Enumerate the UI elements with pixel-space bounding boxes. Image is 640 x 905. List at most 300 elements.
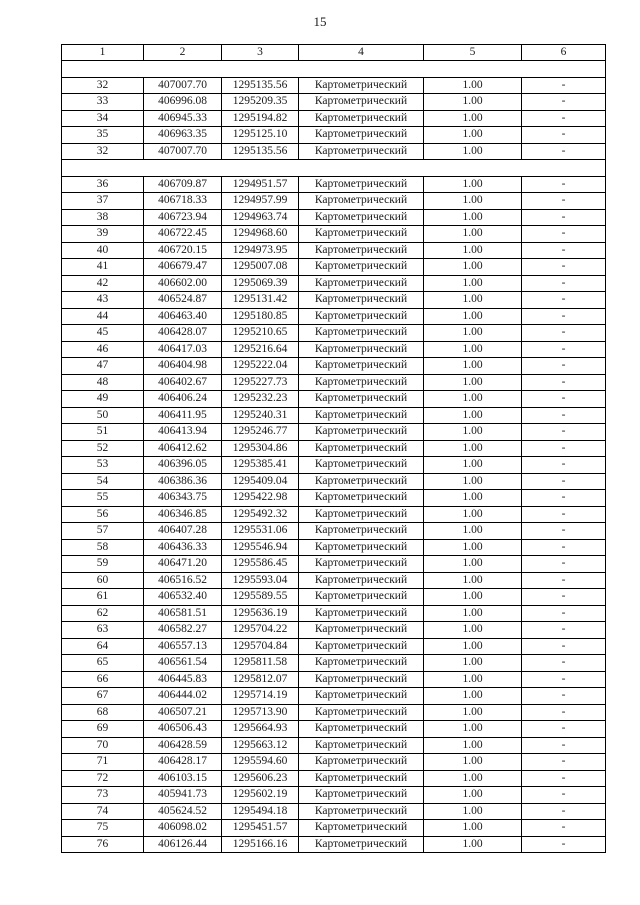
header-cell: 5 xyxy=(424,45,522,61)
header-cell: 1 xyxy=(62,45,144,61)
note-cell: - xyxy=(522,457,606,474)
note-cell: - xyxy=(522,391,606,408)
table-row xyxy=(62,638,606,655)
x-coordinate-cell: 406557.13 xyxy=(144,638,222,655)
x-coordinate-cell: 406996.08 xyxy=(144,94,222,111)
table-row xyxy=(62,424,606,441)
table-row xyxy=(62,770,606,787)
table-row xyxy=(62,308,606,325)
x-coordinate-cell: 406406.24 xyxy=(144,391,222,408)
y-coordinate-cell: 1295531.06 xyxy=(222,523,299,540)
table-separator-row xyxy=(62,160,606,177)
point-number-cell: 35 xyxy=(62,127,144,144)
x-coordinate-cell: 406343.75 xyxy=(144,490,222,507)
note-cell: - xyxy=(522,193,606,210)
table-row xyxy=(62,94,606,111)
note-cell: - xyxy=(522,292,606,309)
y-coordinate-cell: 1295232.23 xyxy=(222,391,299,408)
y-coordinate-cell: 1295492.32 xyxy=(222,506,299,523)
table-separator-row xyxy=(62,61,606,78)
point-number-cell: 32 xyxy=(62,77,144,94)
header-cell: 3 xyxy=(222,45,299,61)
table-row xyxy=(62,671,606,688)
point-number-cell: 62 xyxy=(62,605,144,622)
note-cell: - xyxy=(522,820,606,837)
table-row xyxy=(62,292,606,309)
method-cell: Картометрический xyxy=(299,787,424,804)
note-cell: - xyxy=(522,737,606,754)
point-number-cell: 50 xyxy=(62,407,144,424)
note-cell: - xyxy=(522,572,606,589)
point-number-cell: 42 xyxy=(62,275,144,292)
table-row xyxy=(62,440,606,457)
y-coordinate-cell: 1294968.60 xyxy=(222,226,299,243)
note-cell: - xyxy=(522,77,606,94)
note-cell: - xyxy=(522,341,606,358)
method-cell: Картометрический xyxy=(299,193,424,210)
accuracy-cell: 1.00 xyxy=(424,539,522,556)
accuracy-cell: 1.00 xyxy=(424,374,522,391)
note-cell: - xyxy=(522,721,606,738)
y-coordinate-cell: 1295546.94 xyxy=(222,539,299,556)
table-row xyxy=(62,704,606,721)
note-cell: - xyxy=(522,803,606,820)
table-row xyxy=(62,176,606,193)
y-coordinate-cell: 1295586.45 xyxy=(222,556,299,573)
table-row xyxy=(62,506,606,523)
note-cell: - xyxy=(522,473,606,490)
table-row xyxy=(62,259,606,276)
note-cell: - xyxy=(522,556,606,573)
accuracy-cell: 1.00 xyxy=(424,407,522,424)
y-coordinate-cell: 1295664.93 xyxy=(222,721,299,738)
y-coordinate-cell: 1295007.08 xyxy=(222,259,299,276)
point-number-cell: 67 xyxy=(62,688,144,705)
accuracy-cell: 1.00 xyxy=(424,721,522,738)
point-number-cell: 48 xyxy=(62,374,144,391)
method-cell: Картометрический xyxy=(299,671,424,688)
point-number-cell: 40 xyxy=(62,242,144,259)
y-coordinate-cell: 1294957.99 xyxy=(222,193,299,210)
y-coordinate-cell: 1295227.73 xyxy=(222,374,299,391)
accuracy-cell: 1.00 xyxy=(424,688,522,705)
y-coordinate-cell: 1295166.16 xyxy=(222,836,299,853)
y-coordinate-cell: 1295812.07 xyxy=(222,671,299,688)
accuracy-cell: 1.00 xyxy=(424,473,522,490)
accuracy-cell: 1.00 xyxy=(424,655,522,672)
note-cell: - xyxy=(522,259,606,276)
table-row xyxy=(62,820,606,837)
method-cell: Картометрический xyxy=(299,523,424,540)
point-number-cell: 46 xyxy=(62,341,144,358)
note-cell: - xyxy=(522,127,606,144)
x-coordinate-cell: 406463.40 xyxy=(144,308,222,325)
accuracy-cell: 1.00 xyxy=(424,836,522,853)
y-coordinate-cell: 1295131.42 xyxy=(222,292,299,309)
method-cell: Картометрический xyxy=(299,407,424,424)
note-cell: - xyxy=(522,655,606,672)
note-cell: - xyxy=(522,589,606,606)
x-coordinate-cell: 406471.20 xyxy=(144,556,222,573)
point-number-cell: 34 xyxy=(62,110,144,127)
x-coordinate-cell: 405941.73 xyxy=(144,787,222,804)
method-cell: Картометрический xyxy=(299,209,424,226)
table-row xyxy=(62,688,606,705)
point-number-cell: 59 xyxy=(62,556,144,573)
table-row xyxy=(62,721,606,738)
accuracy-cell: 1.00 xyxy=(424,275,522,292)
point-number-cell: 60 xyxy=(62,572,144,589)
header-cell: 4 xyxy=(299,45,424,61)
note-cell: - xyxy=(522,754,606,771)
y-coordinate-cell: 1295135.56 xyxy=(222,77,299,94)
point-number-cell: 72 xyxy=(62,770,144,787)
accuracy-cell: 1.00 xyxy=(424,226,522,243)
table-row xyxy=(62,358,606,375)
table-row xyxy=(62,110,606,127)
method-cell: Картометрический xyxy=(299,259,424,276)
method-cell: Картометрический xyxy=(299,127,424,144)
x-coordinate-cell: 406428.59 xyxy=(144,737,222,754)
table-row xyxy=(62,341,606,358)
note-cell: - xyxy=(522,770,606,787)
note-cell: - xyxy=(522,440,606,457)
accuracy-cell: 1.00 xyxy=(424,572,522,589)
table-row xyxy=(62,523,606,540)
x-coordinate-cell: 406402.67 xyxy=(144,374,222,391)
accuracy-cell: 1.00 xyxy=(424,110,522,127)
method-cell: Картометрический xyxy=(299,440,424,457)
accuracy-cell: 1.00 xyxy=(424,457,522,474)
note-cell: - xyxy=(522,424,606,441)
x-coordinate-cell: 406602.00 xyxy=(144,275,222,292)
x-coordinate-cell: 406428.07 xyxy=(144,325,222,342)
table-row xyxy=(62,539,606,556)
method-cell: Картометрический xyxy=(299,176,424,193)
point-number-cell: 57 xyxy=(62,523,144,540)
point-number-cell: 53 xyxy=(62,457,144,474)
table-row xyxy=(62,391,606,408)
header-cell: 2 xyxy=(144,45,222,61)
point-number-cell: 49 xyxy=(62,391,144,408)
x-coordinate-cell: 406718.33 xyxy=(144,193,222,210)
y-coordinate-cell: 1295135.56 xyxy=(222,143,299,160)
accuracy-cell: 1.00 xyxy=(424,770,522,787)
point-number-cell: 37 xyxy=(62,193,144,210)
method-cell: Картометрический xyxy=(299,292,424,309)
x-coordinate-cell: 406581.51 xyxy=(144,605,222,622)
note-cell: - xyxy=(522,374,606,391)
table-row xyxy=(62,242,606,259)
x-coordinate-cell: 406945.33 xyxy=(144,110,222,127)
x-coordinate-cell: 406396.05 xyxy=(144,457,222,474)
method-cell: Картометрический xyxy=(299,506,424,523)
note-cell: - xyxy=(522,275,606,292)
y-coordinate-cell: 1295246.77 xyxy=(222,424,299,441)
x-coordinate-cell: 406428.17 xyxy=(144,754,222,771)
note-cell: - xyxy=(522,325,606,342)
method-cell: Картометрический xyxy=(299,803,424,820)
table-row xyxy=(62,374,606,391)
point-number-cell: 41 xyxy=(62,259,144,276)
point-number-cell: 45 xyxy=(62,325,144,342)
method-cell: Картометрический xyxy=(299,556,424,573)
table-row xyxy=(62,737,606,754)
x-coordinate-cell: 406722.45 xyxy=(144,226,222,243)
table-row xyxy=(62,226,606,243)
method-cell: Картометрический xyxy=(299,704,424,721)
y-coordinate-cell: 1295125.10 xyxy=(222,127,299,144)
x-coordinate-cell: 406582.27 xyxy=(144,622,222,639)
y-coordinate-cell: 1295704.22 xyxy=(222,622,299,639)
method-cell: Картометрический xyxy=(299,358,424,375)
x-coordinate-cell: 407007.70 xyxy=(144,143,222,160)
x-coordinate-cell: 406506.43 xyxy=(144,721,222,738)
method-cell: Картометрический xyxy=(299,391,424,408)
note-cell: - xyxy=(522,704,606,721)
note-cell: - xyxy=(522,209,606,226)
method-cell: Картометрический xyxy=(299,721,424,738)
point-number-cell: 33 xyxy=(62,94,144,111)
page-number: 15 xyxy=(313,14,327,29)
accuracy-cell: 1.00 xyxy=(424,209,522,226)
accuracy-cell: 1.00 xyxy=(424,358,522,375)
x-coordinate-cell: 407007.70 xyxy=(144,77,222,94)
table-row xyxy=(62,209,606,226)
accuracy-cell: 1.00 xyxy=(424,737,522,754)
method-cell: Картометрический xyxy=(299,572,424,589)
accuracy-cell: 1.00 xyxy=(424,440,522,457)
note-cell: - xyxy=(522,836,606,853)
accuracy-cell: 1.00 xyxy=(424,754,522,771)
accuracy-cell: 1.00 xyxy=(424,193,522,210)
method-cell: Картометрический xyxy=(299,539,424,556)
accuracy-cell: 1.00 xyxy=(424,143,522,160)
x-coordinate-cell: 406507.21 xyxy=(144,704,222,721)
y-coordinate-cell: 1295180.85 xyxy=(222,308,299,325)
accuracy-cell: 1.00 xyxy=(424,589,522,606)
method-cell: Картометрический xyxy=(299,275,424,292)
method-cell: Картометрический xyxy=(299,589,424,606)
method-cell: Картометрический xyxy=(299,457,424,474)
table-row xyxy=(62,457,606,474)
y-coordinate-cell: 1295194.82 xyxy=(222,110,299,127)
y-coordinate-cell: 1295589.55 xyxy=(222,589,299,606)
x-coordinate-cell: 406436.33 xyxy=(144,539,222,556)
y-coordinate-cell: 1295713.90 xyxy=(222,704,299,721)
x-coordinate-cell: 406346.85 xyxy=(144,506,222,523)
y-coordinate-cell: 1295714.19 xyxy=(222,688,299,705)
x-coordinate-cell: 406516.52 xyxy=(144,572,222,589)
accuracy-cell: 1.00 xyxy=(424,523,522,540)
method-cell: Картометрический xyxy=(299,308,424,325)
method-cell: Картометрический xyxy=(299,143,424,160)
point-number-cell: 38 xyxy=(62,209,144,226)
method-cell: Картометрический xyxy=(299,226,424,243)
point-number-cell: 58 xyxy=(62,539,144,556)
accuracy-cell: 1.00 xyxy=(424,490,522,507)
table-row xyxy=(62,77,606,94)
method-cell: Картометрический xyxy=(299,836,424,853)
y-coordinate-cell: 1295593.04 xyxy=(222,572,299,589)
method-cell: Картометрический xyxy=(299,655,424,672)
point-number-cell: 75 xyxy=(62,820,144,837)
table-row xyxy=(62,325,606,342)
point-number-cell: 32 xyxy=(62,143,144,160)
accuracy-cell: 1.00 xyxy=(424,259,522,276)
accuracy-cell: 1.00 xyxy=(424,325,522,342)
point-number-cell: 71 xyxy=(62,754,144,771)
x-coordinate-cell: 406404.98 xyxy=(144,358,222,375)
method-cell: Картометрический xyxy=(299,242,424,259)
table-row xyxy=(62,407,606,424)
method-cell: Картометрический xyxy=(299,688,424,705)
method-cell: Картометрический xyxy=(299,374,424,391)
accuracy-cell: 1.00 xyxy=(424,671,522,688)
y-coordinate-cell: 1295594.60 xyxy=(222,754,299,771)
x-coordinate-cell: 406098.02 xyxy=(144,820,222,837)
y-coordinate-cell: 1295210.65 xyxy=(222,325,299,342)
point-number-cell: 36 xyxy=(62,176,144,193)
table-row xyxy=(62,589,606,606)
method-cell: Картометрический xyxy=(299,754,424,771)
point-number-cell: 74 xyxy=(62,803,144,820)
y-coordinate-cell: 1294951.57 xyxy=(222,176,299,193)
method-cell: Картометрический xyxy=(299,638,424,655)
y-coordinate-cell: 1295069.39 xyxy=(222,275,299,292)
y-coordinate-cell: 1295704.84 xyxy=(222,638,299,655)
method-cell: Картометрический xyxy=(299,820,424,837)
y-coordinate-cell: 1295422.98 xyxy=(222,490,299,507)
note-cell: - xyxy=(522,110,606,127)
note-cell: - xyxy=(522,308,606,325)
note-cell: - xyxy=(522,176,606,193)
table-row xyxy=(62,143,606,160)
method-cell: Картометрический xyxy=(299,341,424,358)
accuracy-cell: 1.00 xyxy=(424,787,522,804)
point-number-cell: 39 xyxy=(62,226,144,243)
y-coordinate-cell: 1295451.57 xyxy=(222,820,299,837)
note-cell: - xyxy=(522,787,606,804)
accuracy-cell: 1.00 xyxy=(424,803,522,820)
y-coordinate-cell: 1295209.35 xyxy=(222,94,299,111)
separator-cell xyxy=(62,61,606,78)
method-cell: Картометрический xyxy=(299,490,424,507)
table-header-row xyxy=(62,45,606,61)
point-number-cell: 66 xyxy=(62,671,144,688)
method-cell: Картометрический xyxy=(299,110,424,127)
x-coordinate-cell: 406411.95 xyxy=(144,407,222,424)
point-number-cell: 56 xyxy=(62,506,144,523)
method-cell: Картометрический xyxy=(299,94,424,111)
x-coordinate-cell: 406679.47 xyxy=(144,259,222,276)
point-number-cell: 76 xyxy=(62,836,144,853)
y-coordinate-cell: 1294963.74 xyxy=(222,209,299,226)
table-row xyxy=(62,655,606,672)
point-number-cell: 69 xyxy=(62,721,144,738)
table-row xyxy=(62,275,606,292)
y-coordinate-cell: 1295222.04 xyxy=(222,358,299,375)
accuracy-cell: 1.00 xyxy=(424,341,522,358)
note-cell: - xyxy=(522,143,606,160)
table-row xyxy=(62,127,606,144)
accuracy-cell: 1.00 xyxy=(424,704,522,721)
method-cell: Картометрический xyxy=(299,622,424,639)
point-number-cell: 55 xyxy=(62,490,144,507)
point-number-cell: 65 xyxy=(62,655,144,672)
y-coordinate-cell: 1295636.19 xyxy=(222,605,299,622)
table-row xyxy=(62,490,606,507)
point-number-cell: 54 xyxy=(62,473,144,490)
table-row xyxy=(62,572,606,589)
note-cell: - xyxy=(522,539,606,556)
x-coordinate-cell: 406126.44 xyxy=(144,836,222,853)
y-coordinate-cell: 1295663.12 xyxy=(222,737,299,754)
note-cell: - xyxy=(522,622,606,639)
note-cell: - xyxy=(522,407,606,424)
note-cell: - xyxy=(522,605,606,622)
y-coordinate-cell: 1295304.86 xyxy=(222,440,299,457)
accuracy-cell: 1.00 xyxy=(424,242,522,259)
table-row xyxy=(62,787,606,804)
point-number-cell: 43 xyxy=(62,292,144,309)
x-coordinate-cell: 406524.87 xyxy=(144,292,222,309)
point-number-cell: 52 xyxy=(62,440,144,457)
accuracy-cell: 1.00 xyxy=(424,556,522,573)
y-coordinate-cell: 1295240.31 xyxy=(222,407,299,424)
x-coordinate-cell: 406407.28 xyxy=(144,523,222,540)
method-cell: Картометрический xyxy=(299,424,424,441)
note-cell: - xyxy=(522,638,606,655)
accuracy-cell: 1.00 xyxy=(424,820,522,837)
y-coordinate-cell: 1295602.19 xyxy=(222,787,299,804)
table-row xyxy=(62,605,606,622)
table-row xyxy=(62,556,606,573)
table-row xyxy=(62,803,606,820)
y-coordinate-cell: 1294973.95 xyxy=(222,242,299,259)
x-coordinate-cell: 406720.15 xyxy=(144,242,222,259)
accuracy-cell: 1.00 xyxy=(424,506,522,523)
y-coordinate-cell: 1295216.64 xyxy=(222,341,299,358)
accuracy-cell: 1.00 xyxy=(424,176,522,193)
point-number-cell: 61 xyxy=(62,589,144,606)
point-number-cell: 64 xyxy=(62,638,144,655)
table-row xyxy=(62,473,606,490)
x-coordinate-cell: 406103.15 xyxy=(144,770,222,787)
point-number-cell: 47 xyxy=(62,358,144,375)
table-row xyxy=(62,836,606,853)
y-coordinate-cell: 1295385.41 xyxy=(222,457,299,474)
accuracy-cell: 1.00 xyxy=(424,127,522,144)
note-cell: - xyxy=(522,358,606,375)
table-row xyxy=(62,622,606,639)
point-number-cell: 68 xyxy=(62,704,144,721)
method-cell: Картометрический xyxy=(299,737,424,754)
accuracy-cell: 1.00 xyxy=(424,638,522,655)
accuracy-cell: 1.00 xyxy=(424,391,522,408)
point-number-cell: 70 xyxy=(62,737,144,754)
x-coordinate-cell: 405624.52 xyxy=(144,803,222,820)
x-coordinate-cell: 406444.02 xyxy=(144,688,222,705)
point-number-cell: 51 xyxy=(62,424,144,441)
table-row xyxy=(62,754,606,771)
note-cell: - xyxy=(522,226,606,243)
accuracy-cell: 1.00 xyxy=(424,308,522,325)
x-coordinate-cell: 406445.83 xyxy=(144,671,222,688)
y-coordinate-cell: 1295606.23 xyxy=(222,770,299,787)
accuracy-cell: 1.00 xyxy=(424,94,522,111)
x-coordinate-cell: 406413.94 xyxy=(144,424,222,441)
